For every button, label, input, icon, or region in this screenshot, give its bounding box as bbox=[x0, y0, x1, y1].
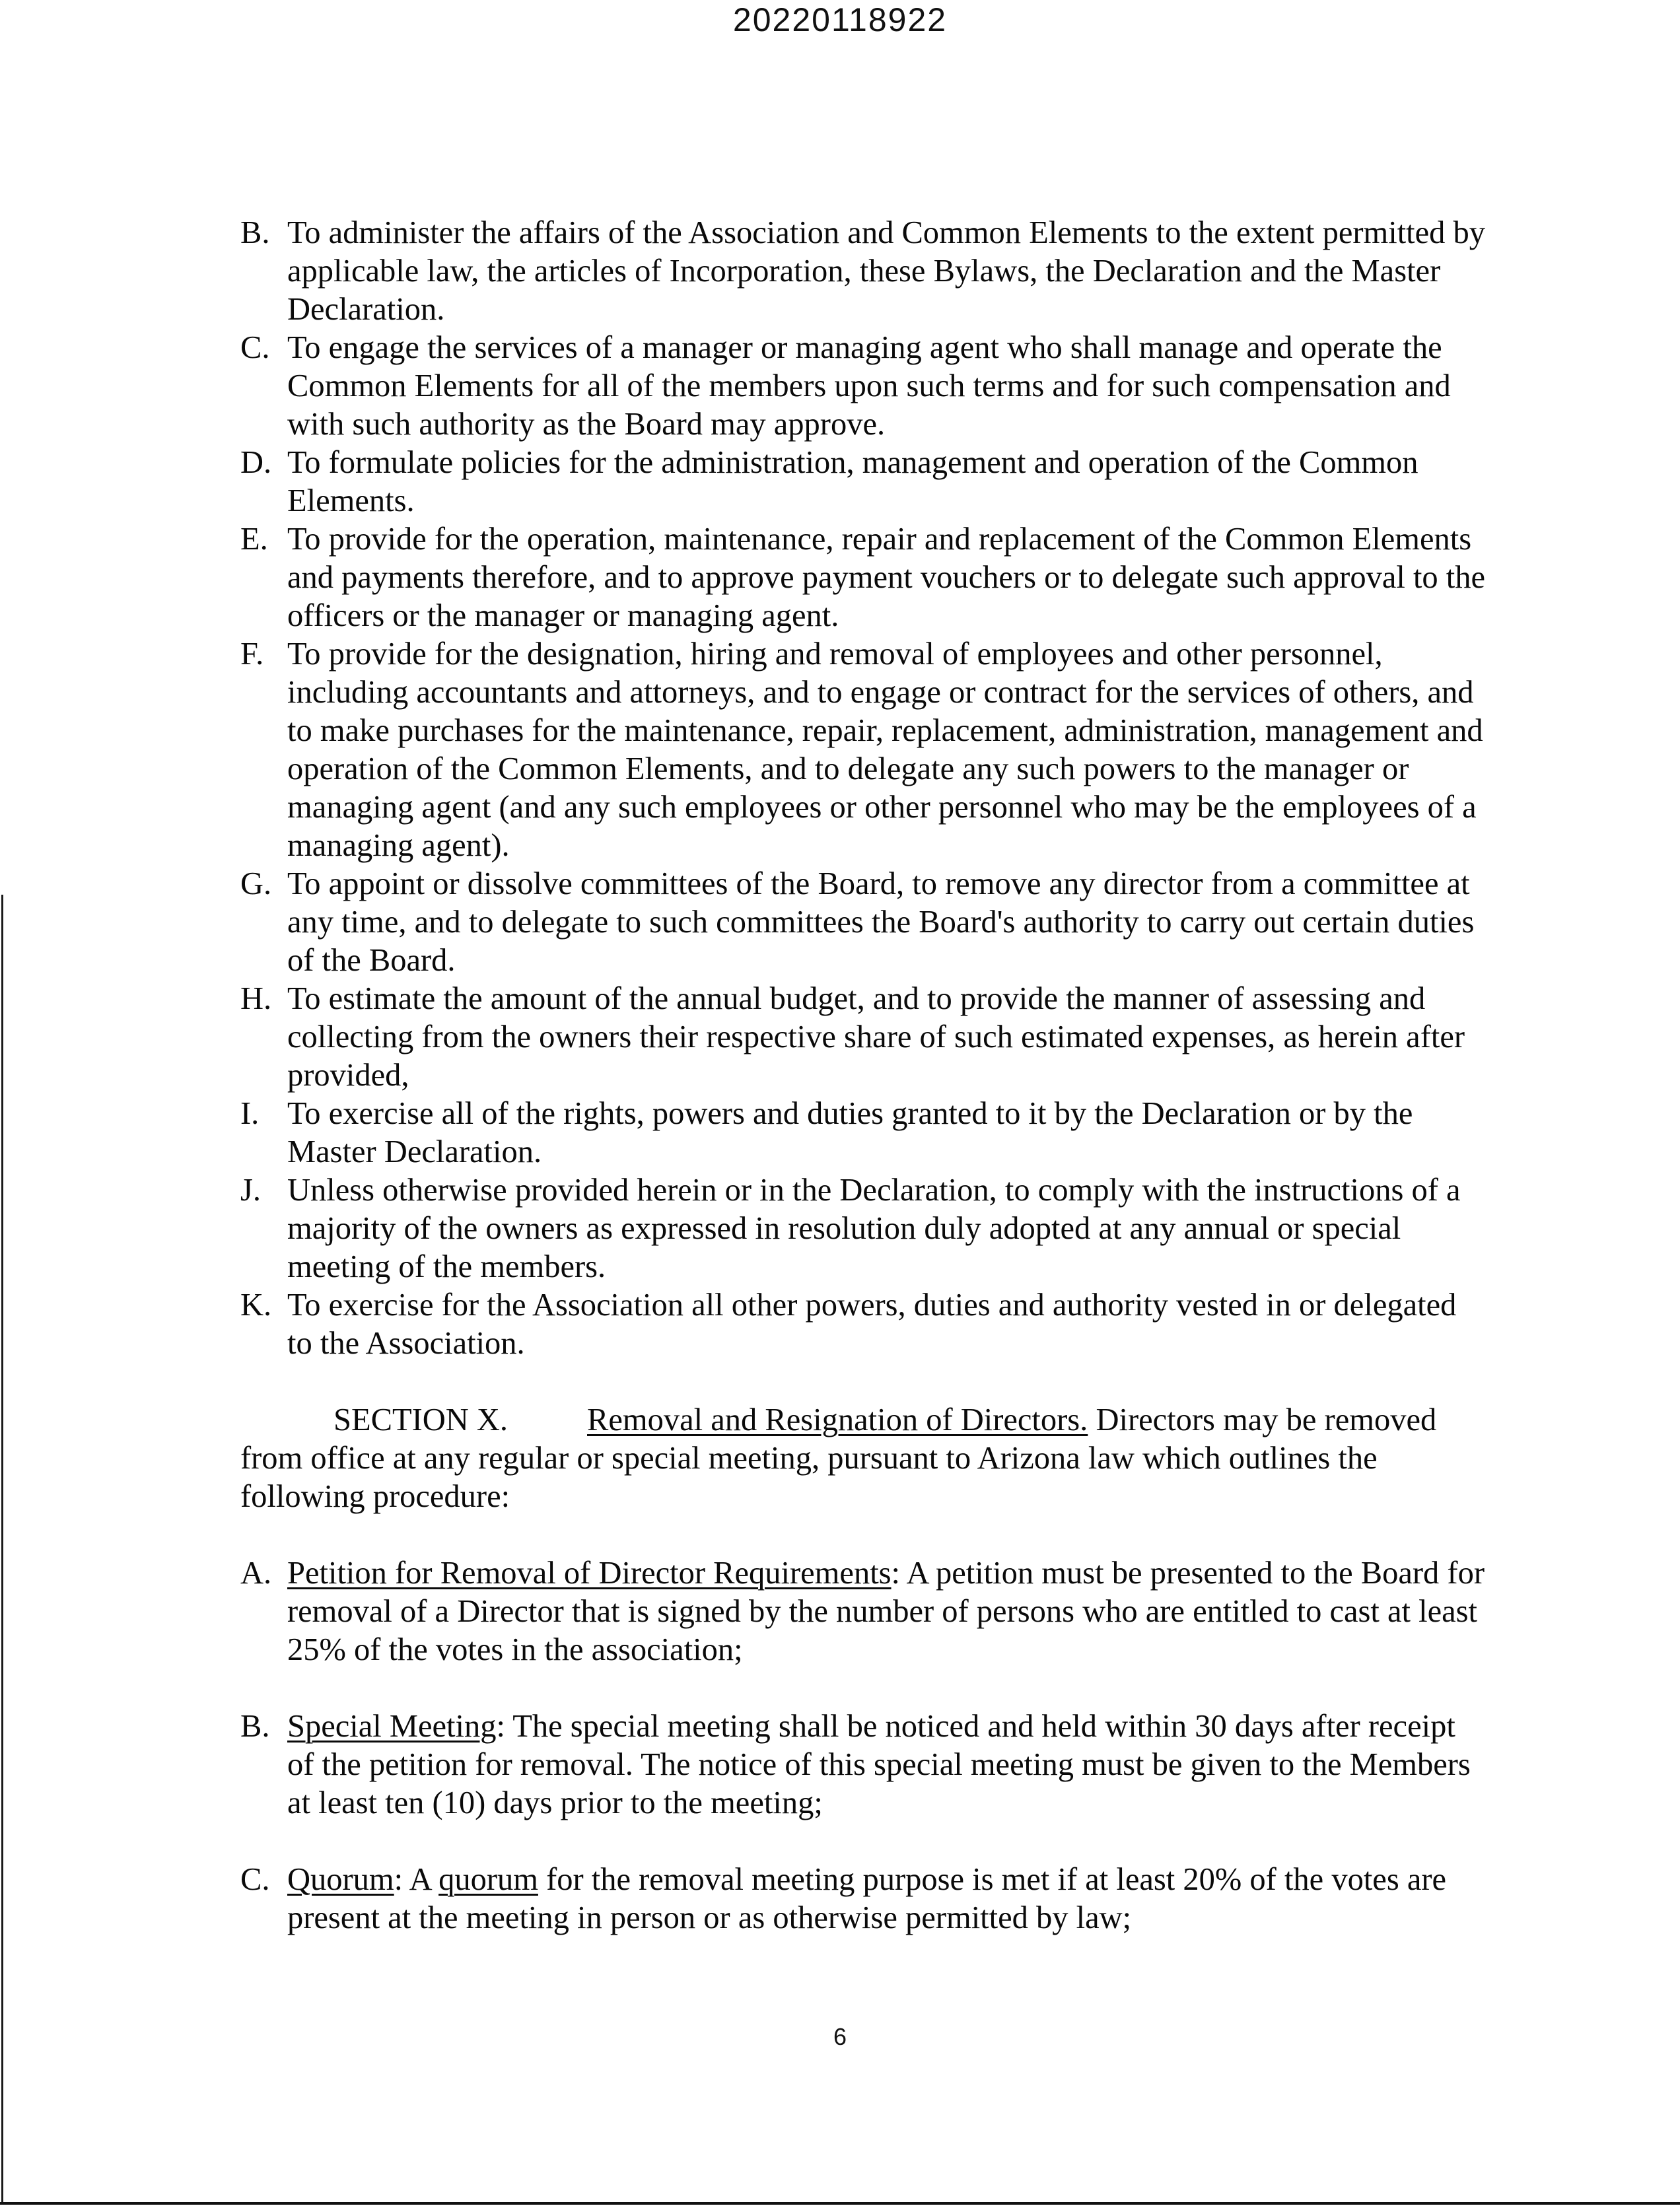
procedure-item-c bbox=[0, 1861, 1680, 1937]
item-line: removal of a Director that is signed by the number of persons who are entitled to cast at least bbox=[287, 1594, 1478, 1629]
item-line: To administer the affairs of the Association and Common Elements to the extent permitted by bbox=[287, 215, 1486, 250]
item-label: K. bbox=[240, 1288, 272, 1323]
item-line: managing agent (and any such employees or other personnel who may be the employees of a bbox=[287, 790, 1477, 825]
item-line: To exercise all of the rights, powers and duties granted to it by the Declaration or by the bbox=[287, 1096, 1413, 1131]
procedure-item-a bbox=[0, 1554, 1680, 1669]
item-line: To provide for the operation, maintenance, repair and replacement of the Common Elements bbox=[287, 522, 1472, 557]
item-line: operation of the Common Elements, and to delegate any such powers to the manager or bbox=[287, 751, 1409, 786]
power-item-g bbox=[0, 865, 1680, 980]
item-label: C. bbox=[240, 1862, 270, 1897]
section-line: following procedure: bbox=[240, 1479, 510, 1514]
page-number: 6 bbox=[833, 2023, 847, 2050]
section-number: SECTION X. bbox=[333, 1402, 508, 1437]
spacer bbox=[0, 1516, 1680, 1554]
power-item-f bbox=[0, 635, 1680, 865]
power-item-i bbox=[0, 1095, 1680, 1171]
scan-edge-bottom bbox=[0, 2202, 1680, 2205]
item-line: Declaration. bbox=[287, 292, 445, 327]
section-title: Removal and Resignation of Directors. bbox=[587, 1402, 1088, 1437]
item-text: for the removal meeting purpose is met if at least 20% of the votes are bbox=[538, 1862, 1447, 1897]
section-x bbox=[0, 1401, 1680, 1516]
item-label: J. bbox=[240, 1173, 261, 1208]
scan-edge-left bbox=[1, 895, 3, 2203]
power-item-c bbox=[0, 329, 1680, 444]
item-line: and payments therefore, and to approve payment vouchers or to delegate such approval to the bbox=[287, 560, 1486, 595]
item-line: present at the meeting in person or as otherwise permitted by law; bbox=[287, 1900, 1132, 1935]
item-label: E. bbox=[240, 522, 268, 557]
item-line: Elements. bbox=[287, 483, 415, 518]
item-label: B. bbox=[240, 1709, 270, 1744]
item-line: To exercise for the Association all other powers, duties and authority vested in or delegated bbox=[287, 1288, 1457, 1323]
item-line: Common Elements for all of the members upon such terms and for such compensation and bbox=[287, 368, 1451, 403]
item-line: to the Association. bbox=[287, 1326, 525, 1361]
power-item-k bbox=[0, 1286, 1680, 1363]
item-line: provided, bbox=[287, 1058, 409, 1093]
power-item-b bbox=[0, 214, 1680, 329]
item-line: managing agent). bbox=[287, 828, 510, 863]
item-line: To provide for the designation, hiring and removal of employees and other personnel, bbox=[287, 637, 1383, 672]
page-body bbox=[0, 214, 1680, 1937]
item-label: G. bbox=[240, 866, 272, 901]
item-line: majority of the owners as expressed in resolution duly adopted at any annual or special bbox=[287, 1211, 1401, 1246]
item-label: F. bbox=[240, 637, 264, 672]
item-heading: Special Meeting bbox=[287, 1709, 497, 1744]
section-x-first-line bbox=[0, 1401, 1680, 1439]
power-item-d bbox=[0, 444, 1680, 520]
item-line: at least ten (10) days prior to the meeting; bbox=[287, 1785, 823, 1820]
item-label: H. bbox=[240, 981, 272, 1016]
item-text: : A bbox=[394, 1862, 439, 1897]
power-item-h bbox=[0, 980, 1680, 1095]
item-line: including accountants and attorneys, and to engage or contract for the services of others, and bbox=[287, 675, 1474, 710]
item-line: applicable law, the articles of Incorporation, these Bylaws, the Declaration and the Master bbox=[287, 254, 1441, 289]
item-text: : A petition must be presented to the Board for bbox=[891, 1556, 1485, 1591]
item-line: of the petition for removal. The notice of this special meeting must be given to the Members bbox=[287, 1747, 1471, 1782]
item-term: quorum bbox=[438, 1862, 538, 1897]
item-line: with such authority as the Board may approve. bbox=[287, 407, 886, 442]
item-line: meeting of the members. bbox=[287, 1249, 606, 1284]
item-label: B. bbox=[240, 215, 270, 250]
procedure-item-b bbox=[0, 1708, 1680, 1822]
power-item-e bbox=[0, 520, 1680, 635]
item-line: To engage the services of a manager or managing agent who shall manage and operate the bbox=[287, 330, 1442, 365]
section-text: Directors may be removed bbox=[1088, 1402, 1437, 1437]
item-line: To estimate the amount of the annual budget, and to provide the manner of assessing and bbox=[287, 981, 1426, 1016]
item-line: any time, and to delegate to such committees the Board's authority to carry out certain duties bbox=[287, 905, 1475, 940]
spacer bbox=[0, 1669, 1680, 1708]
item-line: collecting from the owners their respective share of such estimated expenses, as herein after bbox=[287, 1019, 1465, 1054]
item-line: To appoint or dissolve committees of the Board, to remove any director from a committee at bbox=[287, 866, 1470, 901]
section-line: from office at any regular or special meeting, pursuant to Arizona law which outlines the bbox=[240, 1441, 1378, 1476]
item-line: of the Board. bbox=[287, 943, 456, 978]
item-label: A. bbox=[240, 1556, 272, 1591]
document-number: 20220118922 bbox=[732, 1, 948, 38]
spacer bbox=[0, 1822, 1680, 1861]
item-heading: Quorum bbox=[287, 1862, 394, 1897]
item-line: Master Declaration. bbox=[287, 1134, 542, 1169]
item-line: to make purchases for the maintenance, repair, replacement, administration, management and bbox=[287, 713, 1483, 748]
item-label: I. bbox=[240, 1096, 260, 1131]
spacer bbox=[0, 1363, 1680, 1401]
item-line: officers or the manager or managing agent. bbox=[287, 598, 839, 633]
item-heading: Petition for Removal of Director Requirements bbox=[287, 1556, 892, 1591]
item-line: 25% of the votes in the association; bbox=[287, 1632, 743, 1667]
item-text: : The special meeting shall be noticed and held within 30 days after receipt bbox=[496, 1709, 1455, 1744]
item-label: C. bbox=[240, 330, 270, 365]
item-line: Unless otherwise provided herein or in the Declaration, to comply with the instructions of a bbox=[287, 1173, 1461, 1208]
power-item-j bbox=[0, 1171, 1680, 1286]
item-label: D. bbox=[240, 445, 272, 480]
item-line: To formulate policies for the administration, management and operation of the Common bbox=[287, 445, 1418, 480]
